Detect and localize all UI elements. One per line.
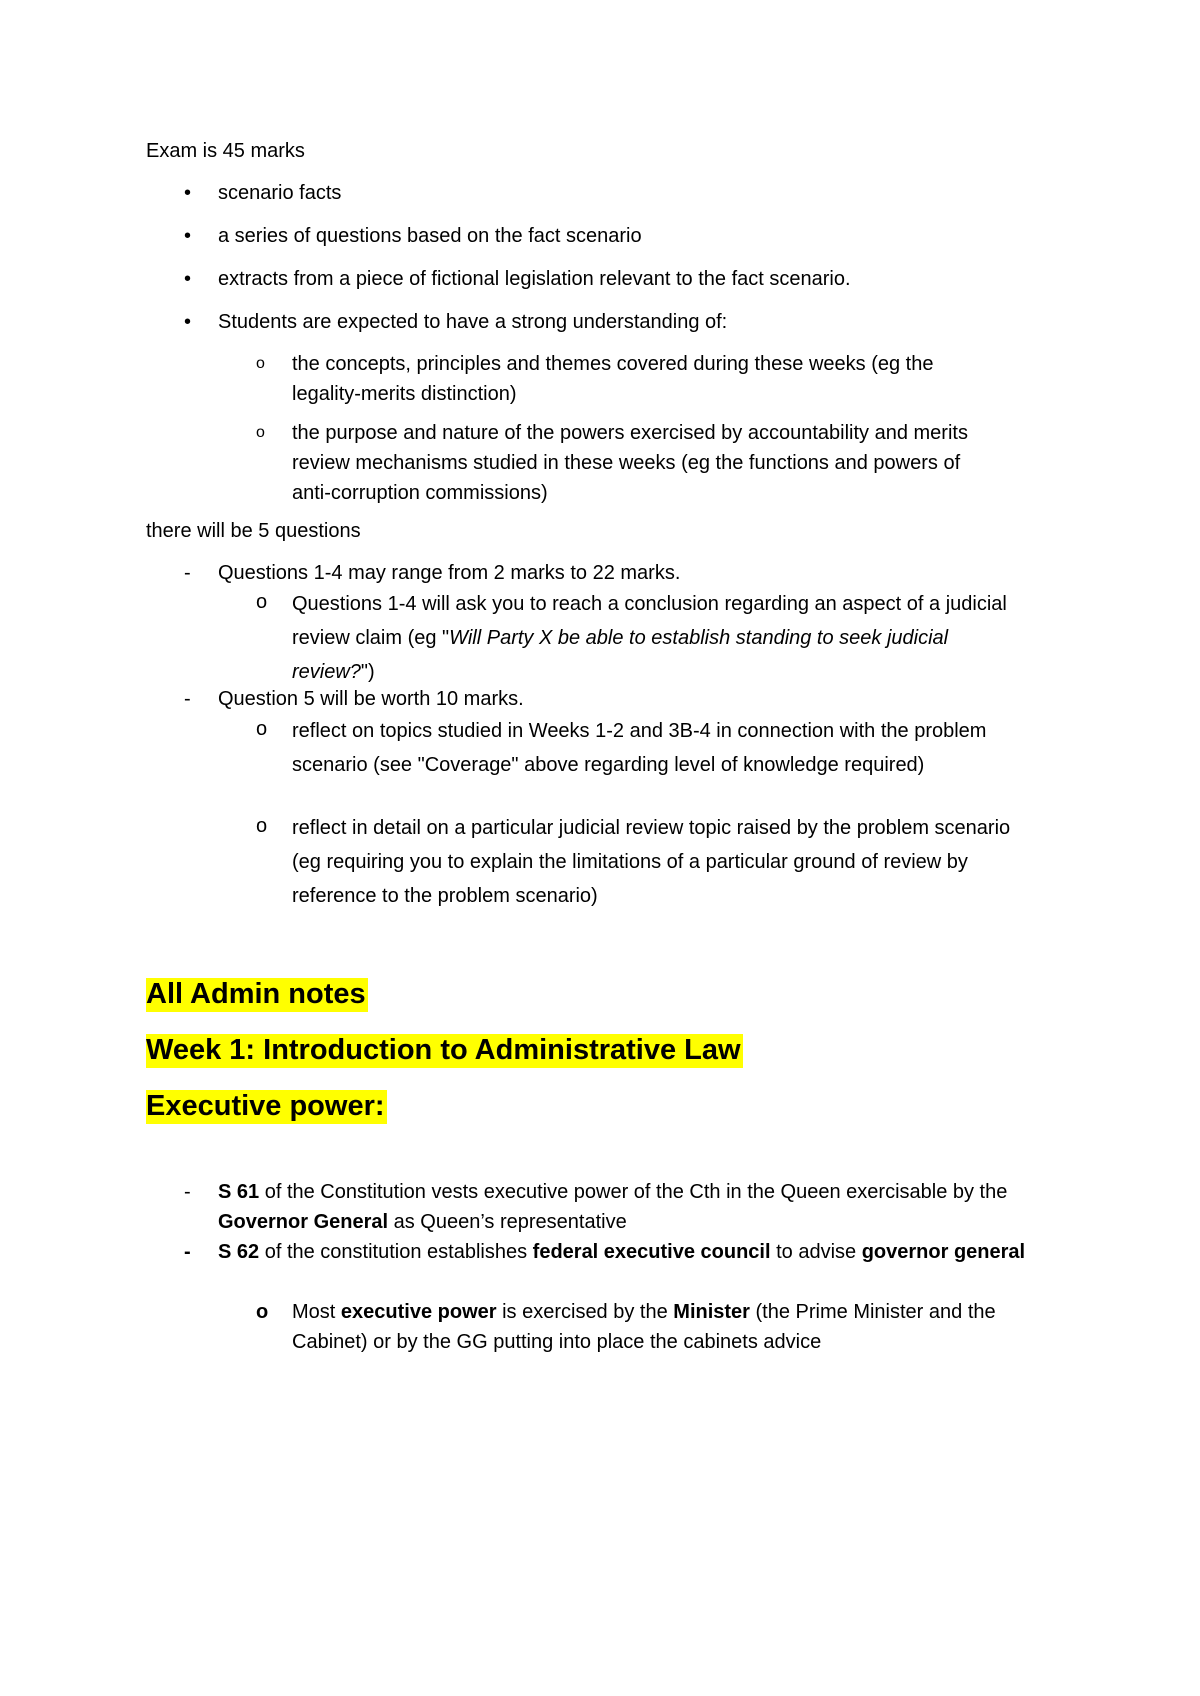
- bold-term: Governor General: [218, 1211, 389, 1233]
- heading-text: Week 1: Introduction to Administrative Law: [146, 1034, 741, 1066]
- bold-term: Minister: [673, 1301, 750, 1323]
- text-run: (the Prime Minister and the Cabinet) or by the GG putting into place the cabinets advice: [292, 1301, 996, 1353]
- bullet-marker: •: [184, 182, 192, 204]
- list-item-text: [218, 1177, 1058, 1237]
- bullet-marker: •: [184, 225, 192, 247]
- dash-marker: -: [184, 562, 191, 584]
- text-run: Most: [292, 1301, 341, 1323]
- text-run: of the constitution establishes: [259, 1241, 533, 1263]
- text-run: of the Constitution vests executive power of the Cth in the Queen exercisable by the: [259, 1181, 1008, 1203]
- sub-bullet-marker: o: [256, 424, 265, 441]
- sub-list-item-text: reflect in detail on a particular judicial review topic raised by the problem scenario (eg requiring you to explain the limitations of a particular ground of review by reference to the problem scenario): [292, 817, 1011, 907]
- heading-text: Executive power:: [146, 1090, 385, 1122]
- sub-bullet-marker: o: [256, 815, 268, 837]
- section-ref: S 62: [218, 1241, 260, 1263]
- sub-bullet-marker: o: [256, 355, 265, 372]
- text-run: is exercised by the: [496, 1301, 674, 1323]
- heading-executive-power: [146, 1085, 387, 1127]
- dash-marker: -: [184, 1241, 191, 1263]
- bold-term: federal executive council: [532, 1241, 771, 1263]
- heading-all-admin-notes: [146, 973, 368, 1015]
- sub-bullet-marker: o: [256, 718, 268, 740]
- sub-list-item-text: [292, 587, 1012, 689]
- dash-marker: -: [184, 688, 191, 710]
- italic-example: Will Party X be able to establish standing to seek judicial review?: [292, 627, 949, 683]
- section-ref: S 61: [218, 1181, 260, 1203]
- heading-week-1: [146, 1029, 743, 1071]
- bold-term: governor general: [861, 1241, 1026, 1263]
- bullet-marker: •: [184, 268, 192, 290]
- sub-list-item-text: [292, 1297, 1012, 1357]
- questions-intro: there will be 5 questions: [146, 520, 361, 542]
- sub-bullet-marker: o: [256, 1301, 269, 1323]
- exam-intro: Exam is 45 marks: [146, 140, 305, 162]
- text-run: to advise: [770, 1241, 862, 1263]
- text-run: Questions 1-4 will ask you to reach a conclusion regarding an aspect of a judicial review claim (eg ": [292, 593, 1007, 649]
- sub-list-item-text: reflect on topics studied in Weeks 1-2 and 3B-4 in connection with the problem scenario (see "Coverage" above regarding level of knowledge required): [292, 720, 987, 776]
- sub-list-item-text: the purpose and nature of the powers exercised by accountability and merits review mechanisms studied in these weeks (eg the functions and powers of anti-corruption commissions): [292, 422, 968, 504]
- list-item-text: Questions 1-4 may range from 2 marks to 22 marks.: [218, 562, 681, 584]
- list-item-text: extracts from a piece of fictional legislation relevant to the fact scenario.: [218, 268, 851, 290]
- bullet-marker: •: [184, 311, 192, 333]
- list-item-text: scenario facts: [218, 182, 342, 204]
- list-item-text: [218, 1237, 1058, 1267]
- list-item-text: Question 5 will be worth 10 marks.: [218, 688, 524, 710]
- heading-text: All Admin notes: [146, 978, 366, 1010]
- list-item-text: Students are expected to have a strong understanding of:: [218, 311, 728, 333]
- sub-list-item-text: the concepts, principles and themes covered during these weeks (eg the legality-merits distinction): [292, 353, 934, 405]
- sub-bullet-marker: o: [256, 591, 268, 613]
- list-item-text: a series of questions based on the fact scenario: [218, 225, 642, 247]
- dash-marker: -: [184, 1181, 191, 1203]
- text-run: "): [360, 661, 375, 683]
- bold-term: executive power: [340, 1301, 497, 1323]
- text-run: as Queen’s representative: [388, 1211, 627, 1233]
